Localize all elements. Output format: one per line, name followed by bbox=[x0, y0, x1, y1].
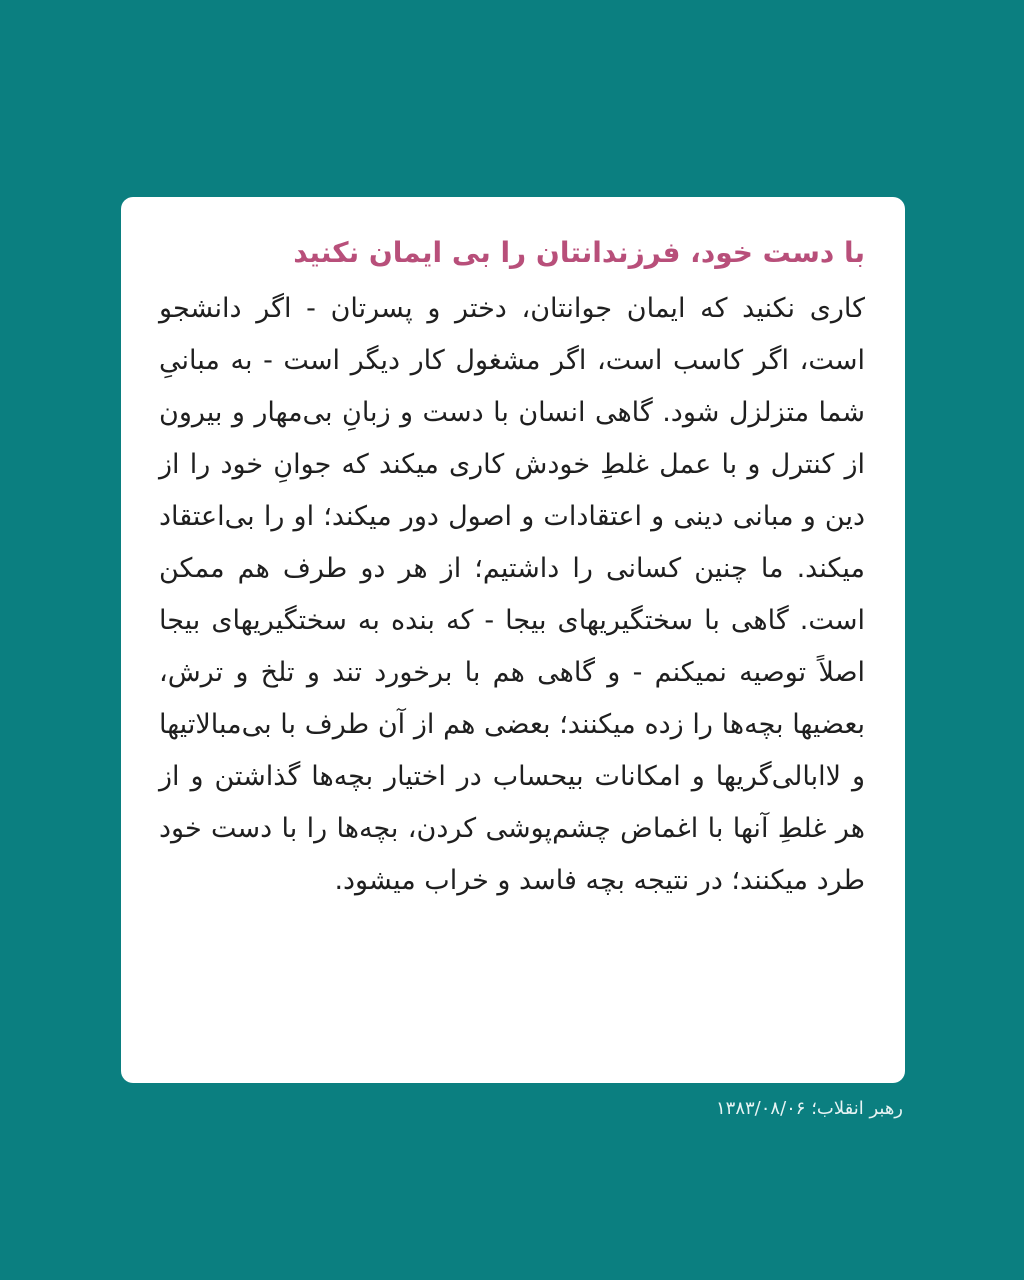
quote-body: کاری نکنید که ایمان جوانتان، دختر و پسرتان - اگر دانشجو است، اگر کاسب است، اگر مشغول کار دیگر است - به مبانیِ شما متزلزل شود. گاهی انسان با دست و زبانِ بی‌مهار و بیرون از کنترل و با عمل غلطِ خودش کاری میکند که جوانِ خود را از دین و مبانی دینی و اعتقادات و اصول دور میکند؛ او را بی‌اعتقاد میکند. ما چنین کسانی را داشتیم؛ از هر دو طرف هم ممکن است. گاهی با سختگیریهای بیجا - که بنده به سختگیریهای بیجا اصلاً توصیه نمیکنم - و گاهی هم با برخورد تند و تلخ و ترش، بعضیها بچه‌ها را زده میکنند؛ بعضی هم از آن طرف با بی‌مبالاتیها و لاابالی‌گریها و امکانات بیحساب در اختیار بچه‌ها گذاشتن و از هر غلطِ آنها با اغماض چشم‌پوشی کردن، بچه‌ها را با دست خود طرد میکنند؛ در نتیجه بچه فاسد و خراب میشود. bbox=[159, 293, 865, 896]
quote-title: با دست خود، فرزندانتان را بی ایمان نکنید bbox=[293, 236, 865, 269]
quote-card bbox=[121, 197, 905, 1083]
source-attribution: رهبر انقلاب؛ ۱۳۸۳/۰۸/۰۶ bbox=[716, 1098, 903, 1119]
